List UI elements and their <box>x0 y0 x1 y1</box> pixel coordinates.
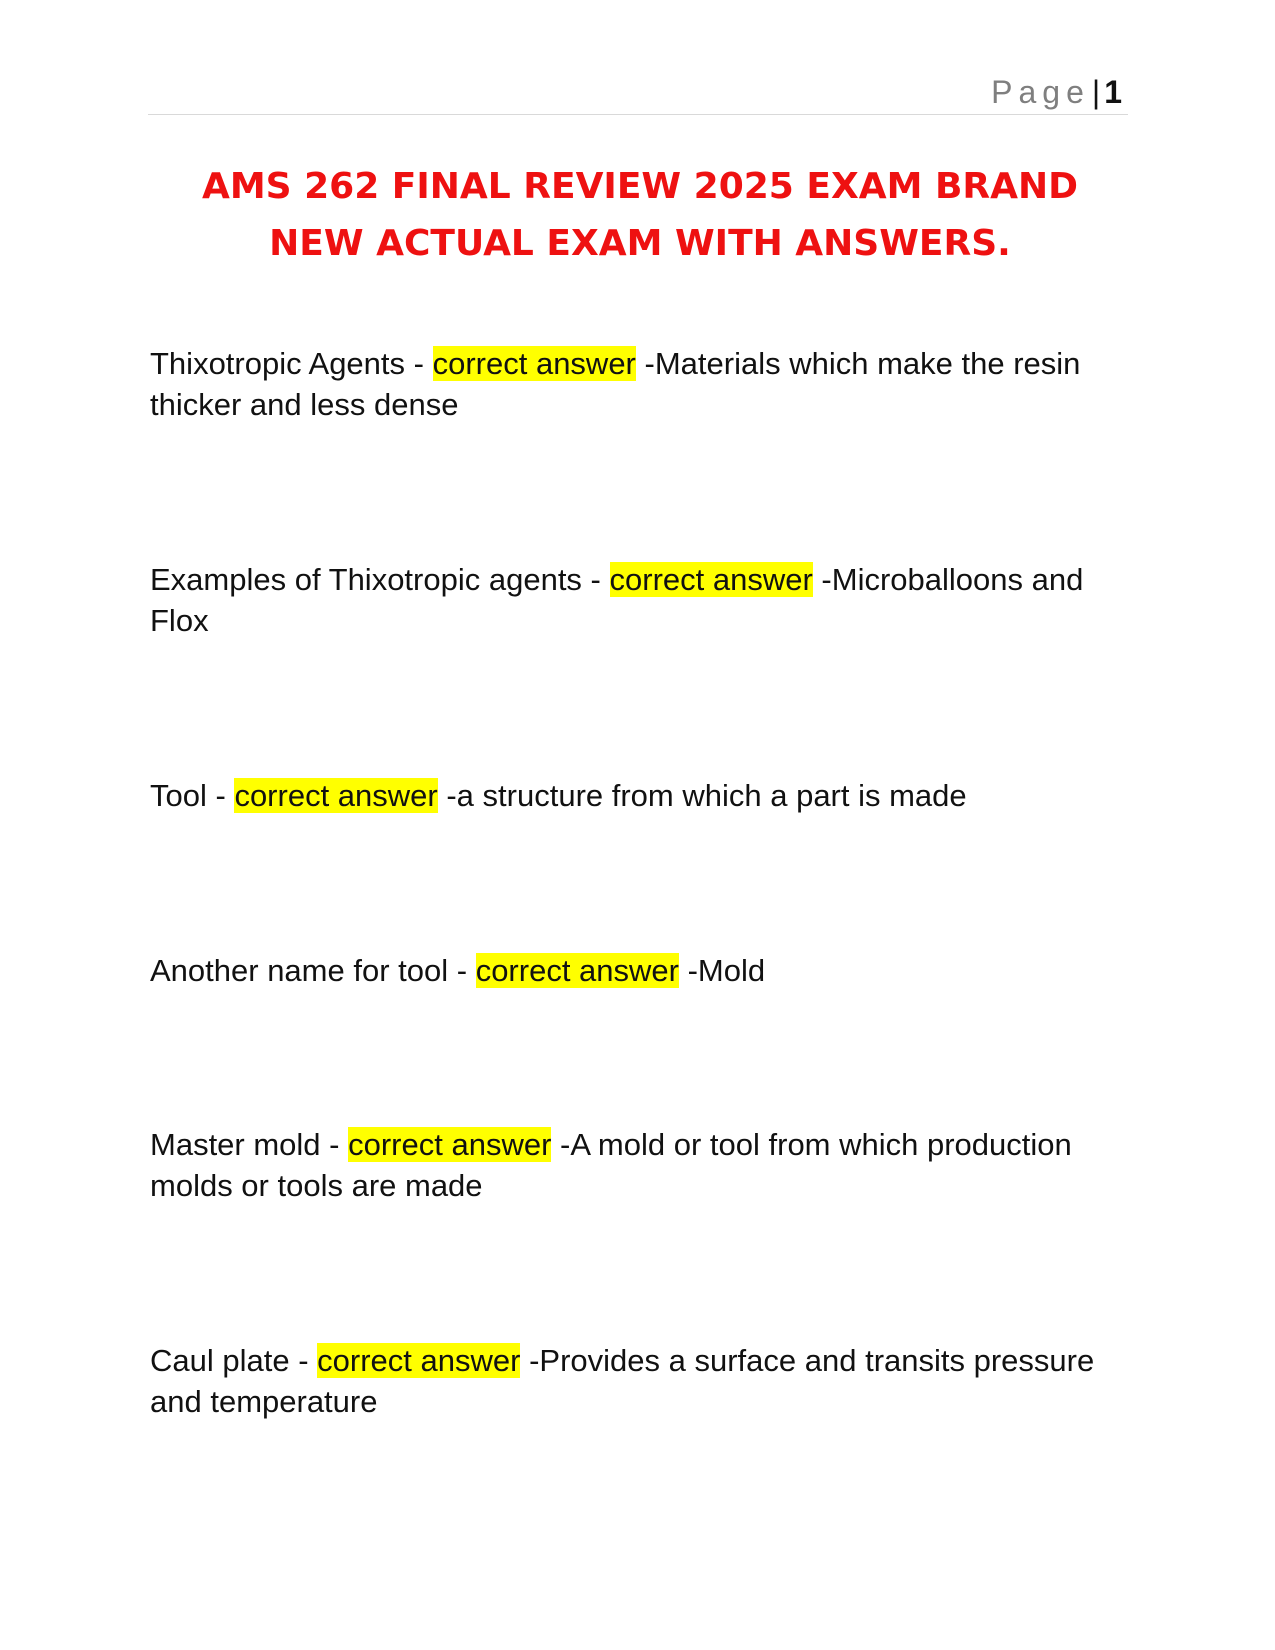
entry-term: Thixotropic Agents - <box>150 346 424 381</box>
qa-entry <box>150 950 1110 991</box>
qa-entry <box>150 559 1110 641</box>
document-title: AMS 262 FINAL REVIEW 2025 EXAM BRAND NEW ACTUAL EXAM WITH ANSWERS. <box>201 166 1078 264</box>
entry-term: Tool - <box>150 778 226 813</box>
correct-answer-highlight: correct answer <box>432 346 636 381</box>
entry-term: Another name for tool - <box>150 953 468 988</box>
page-header <box>148 70 1128 115</box>
qa-entry <box>150 1124 1110 1206</box>
entry-term: Caul plate - <box>150 1343 309 1378</box>
entry-term: Master mold - <box>150 1127 340 1162</box>
correct-answer-highlight: correct answer <box>348 1127 552 1162</box>
correct-answer-highlight: correct answer <box>317 1343 521 1378</box>
page-word: Page <box>991 74 1090 110</box>
entry-answer: -A mold or tool from which production molds or tools are made <box>150 1127 1072 1203</box>
entry-answer: -Mold <box>687 953 766 988</box>
entry-term: Examples of Thixotropic agents - <box>150 562 601 597</box>
page-separator: | <box>1091 74 1101 110</box>
page-number: 1 <box>1104 74 1122 110</box>
entry-answer: -a structure from which a part is made <box>446 778 967 813</box>
qa-entry <box>150 1340 1110 1422</box>
page-number-label <box>991 74 1122 110</box>
entry-answer: -Provides a surface and transits pressure and temperature <box>150 1343 1095 1419</box>
entry-answer: -Materials which make the resin thicker and less dense <box>150 346 1081 422</box>
correct-answer-highlight: correct answer <box>475 953 679 988</box>
entry-answer: -Microballoons and Flox <box>150 562 1084 638</box>
correct-answer-highlight: correct answer <box>234 778 438 813</box>
qa-entry <box>150 343 1110 425</box>
qa-entry <box>150 775 1110 816</box>
correct-answer-highlight: correct answer <box>609 562 813 597</box>
